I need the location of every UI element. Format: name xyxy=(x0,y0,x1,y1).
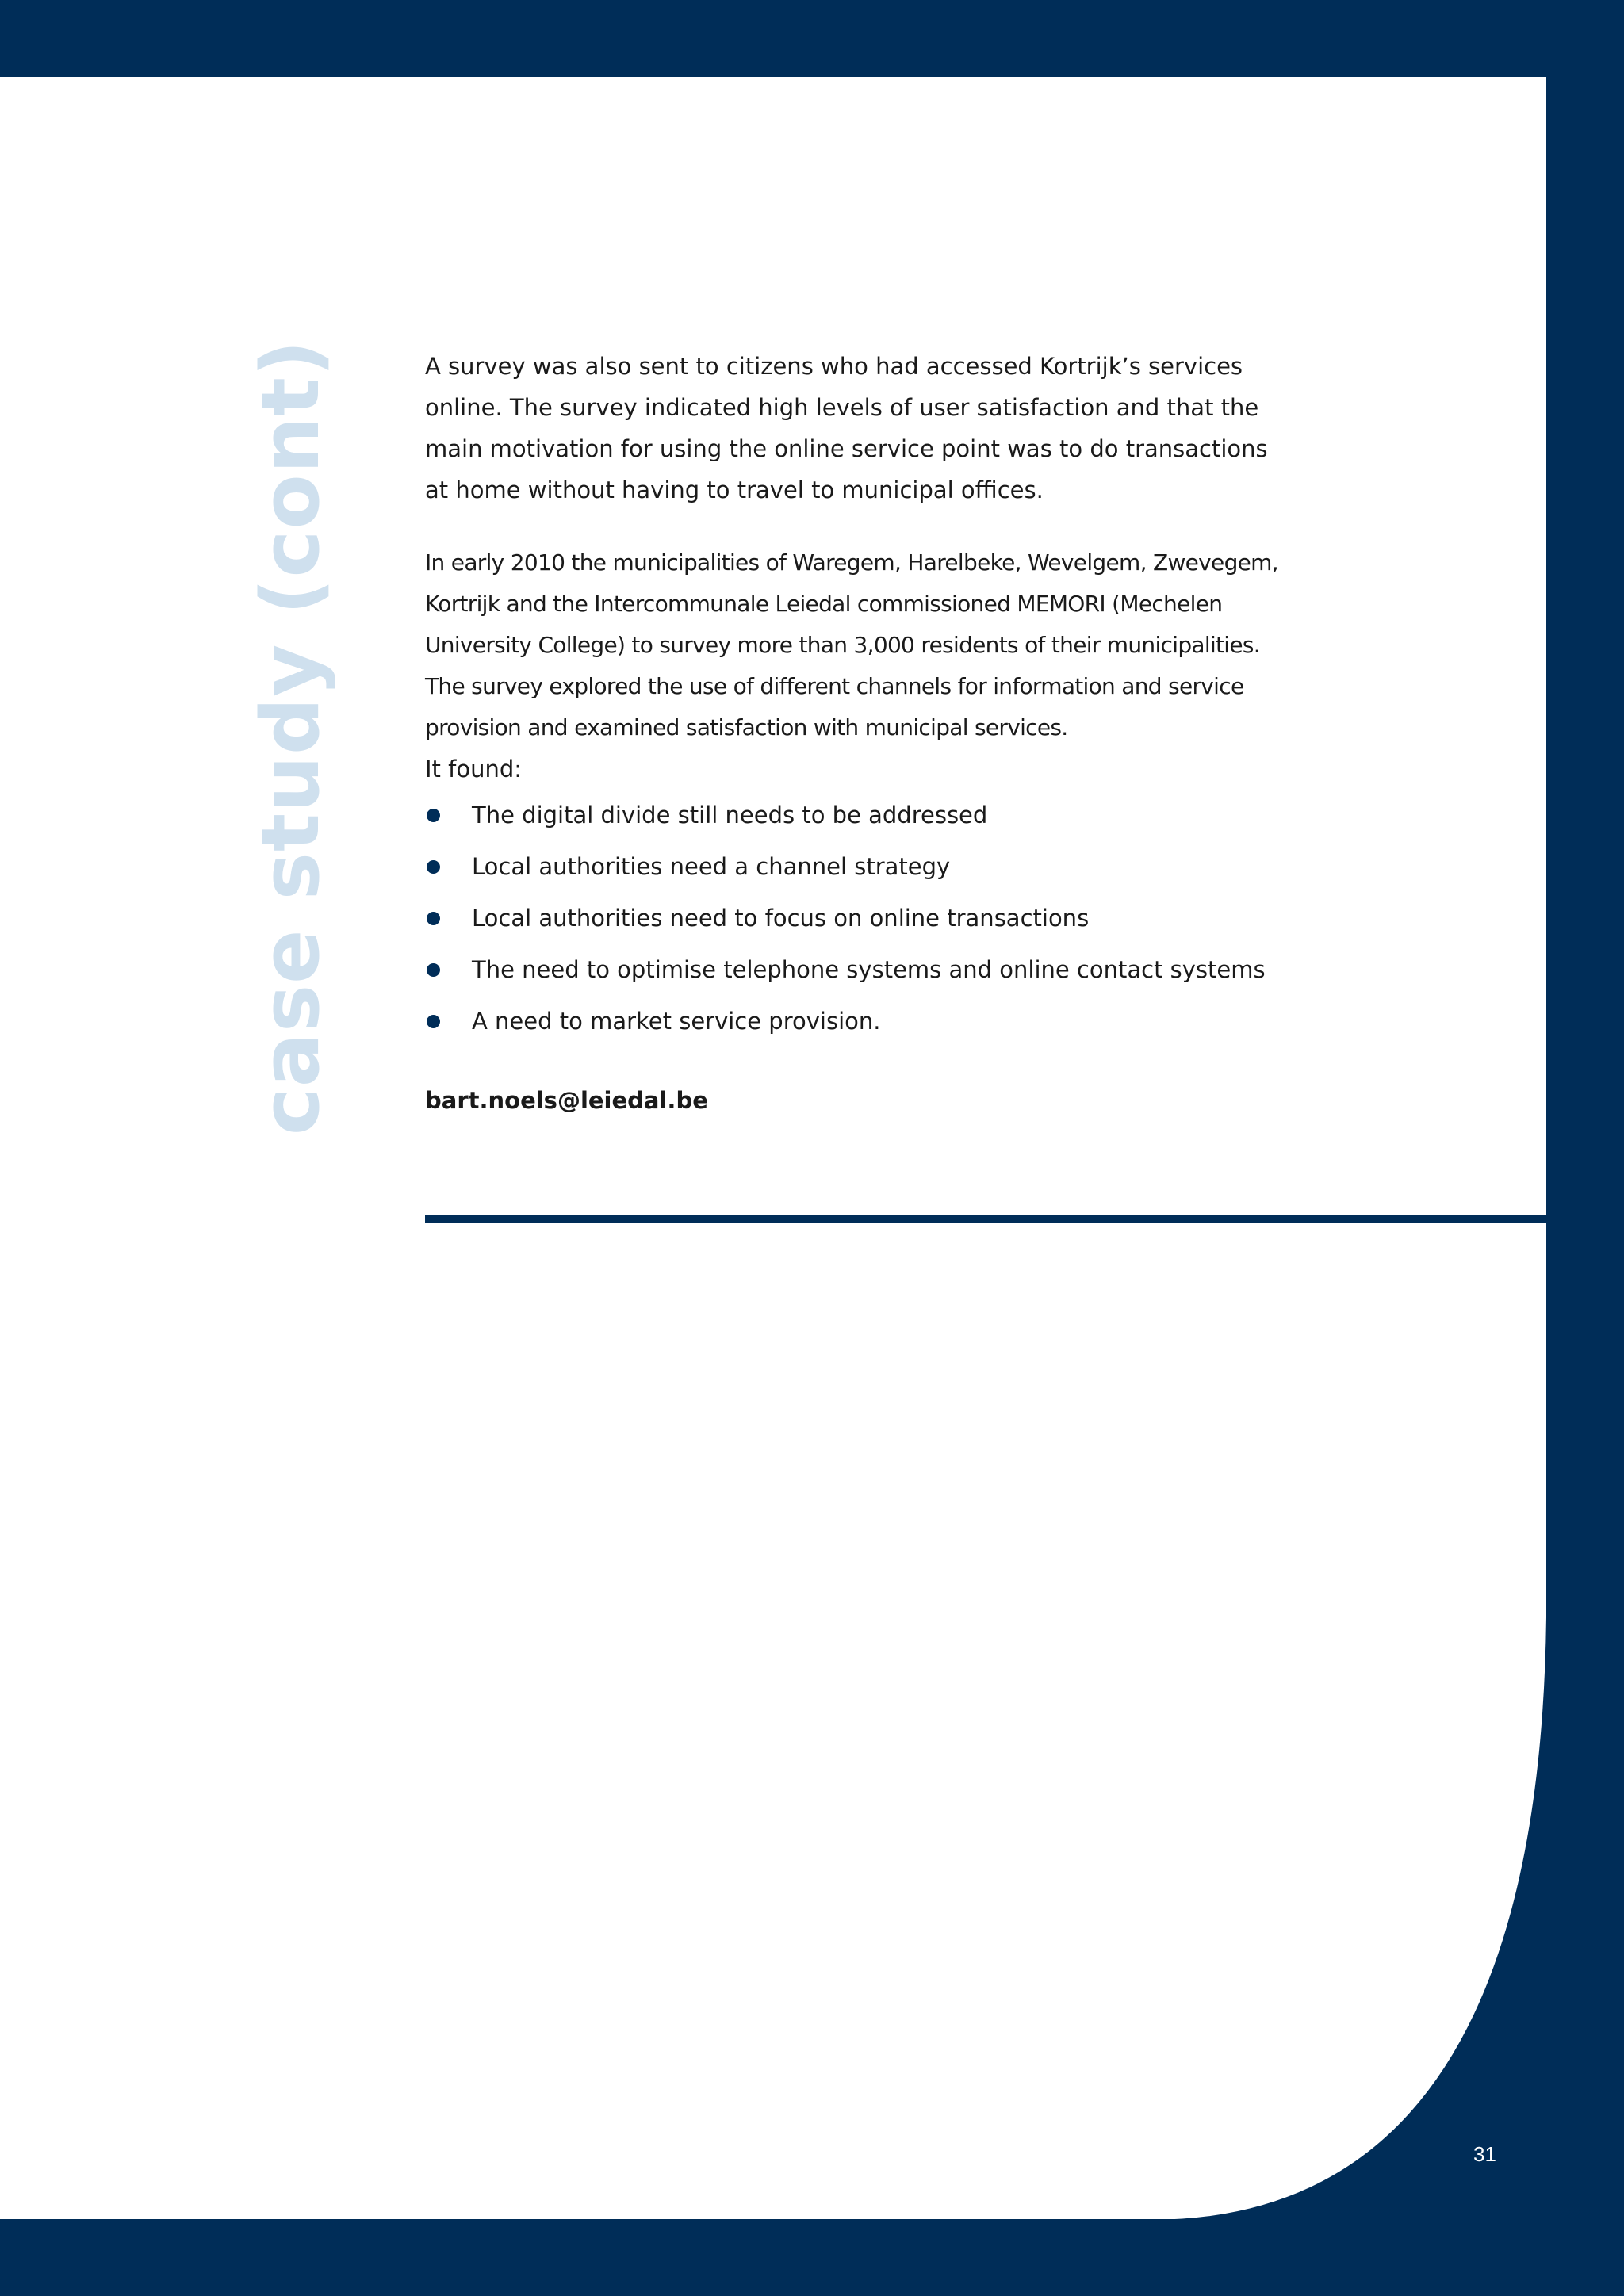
finding-text: Local authorities need a channel strategy xyxy=(472,853,951,880)
finding-item xyxy=(425,794,1266,846)
finding-item xyxy=(425,846,1266,897)
right-band xyxy=(1546,0,1624,2296)
finding-text: The digital divide still needs to be addressed xyxy=(472,802,988,828)
page-number: 31 xyxy=(1473,2142,1496,2166)
finding-text: A need to market service provision. xyxy=(472,1008,881,1035)
bullet-dot-icon xyxy=(427,1015,440,1028)
finding-text: Local authorities need to focus on online transactions xyxy=(472,905,1090,932)
section-divider xyxy=(425,1215,1546,1223)
finding-item xyxy=(425,1001,1266,1052)
finding-text: The need to optimise telephone systems and online contact systems xyxy=(472,956,1266,983)
finding-item xyxy=(425,949,1266,1001)
bullet-dot-icon xyxy=(427,963,440,977)
bottom-band xyxy=(0,2219,1624,2296)
paragraph-survey-citizens: A survey was also sent to citizens who had accessed Kortrijk’s services online. The survey indicated high levels of user satisfaction and that the main motivation for using the online service point was to do transactions at home without having to travel to municipal offices. xyxy=(425,353,1268,503)
side-title-text: case study (cont) xyxy=(243,339,338,1136)
corner-curve-decoration xyxy=(1150,1617,1554,2228)
finding-item xyxy=(425,897,1266,949)
findings-list xyxy=(425,794,1266,1052)
side-title xyxy=(243,339,338,1136)
contact-email: bart.noels@leiedal.be xyxy=(425,1087,708,1114)
paragraph-it-found: It found: xyxy=(425,756,523,783)
bullet-dot-icon xyxy=(427,860,440,874)
bullet-dot-icon xyxy=(427,809,440,822)
bullet-dot-icon xyxy=(427,912,440,925)
paragraph-memori-survey: In early 2010 the municipalities of Waregem, Harelbeke, Wevelgem, Zwevegem, Kortrijk and the Intercommunale Leiedal commissioned MEMORI (Mechelen University College) to survey more than 3,000 residents of their municipalities. The survey explored the use of different channels for information and service provision and examined satisfaction with municipal services. xyxy=(425,549,1278,740)
corner-curve-shape xyxy=(1150,1617,1554,2228)
top-band xyxy=(0,0,1624,77)
